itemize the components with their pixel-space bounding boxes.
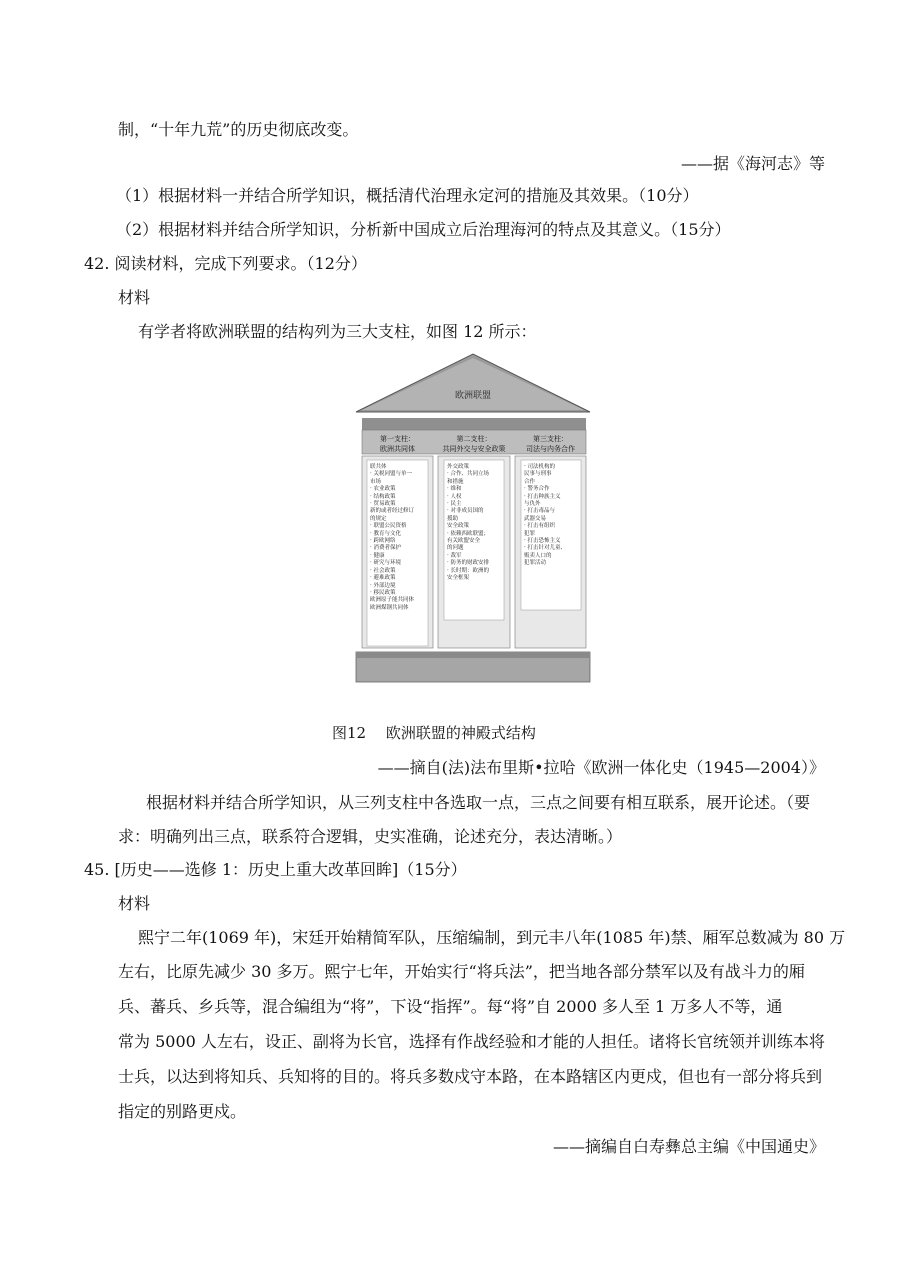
eu-temple-figure (352, 352, 594, 692)
q45-paragraph-line: 常为 5000 人左右，设正、副将为长官，选择有作战经验和才能的人担任。诸将长官统领并训练本将 (118, 1032, 825, 1051)
q42-source: ——摘自(法)法布里斯•拉哈《欧洲一体化史（1945—2004）》 (377, 758, 825, 777)
question-45-title: 45. [历史——选修 1：历史上重大改革回眸]（15分） (84, 860, 467, 879)
q45-paragraph-line: 士兵，以达到将知兵、兵知将的目的。将兵多数戍守本路，在本路辖区内更戍，但也有一部分将兵到 (118, 1067, 823, 1086)
q42-requirement-line-1: 根据材料并结合所学知识，从三列支柱中各选取一点，三点之间要有相互联系，展开论述。（要 (146, 793, 811, 812)
q45-source: ——摘编自白寿彝总主编《中国通史》 (552, 1137, 825, 1156)
q45-paragraph-line: 熙宁二年(1069 年)，宋廷开始精简军队，压缩编制，到元丰八年(1085 年)禁、厢军总数减为 80 万 (138, 928, 846, 947)
pillar-3-text: · 司法机构的 民事与刑事 合作 · 警务合作 · 打击种族主义 与仇外 · 打击毒品与 武器交易 · 打击有组织 犯罪 · 打击恐怖主义 · 打击针对儿童、 贩卖人口的 犯罪活动 (524, 464, 566, 567)
q42-material-label: 材料 (118, 288, 151, 307)
pillar-2-text: 外交政策 · 合作、共同立场 和措施 · 维和 · 人权 · 民主 · 对非成员国的 援助 安全政策 · 依赖西欧联盟； 有关欧盟安全 的问题 · 裁军 · 防务的财政安排 · 长时期：欧洲的 安全框架 (447, 464, 489, 582)
q42-intro: 有学者将欧洲联盟的结构列为三大支柱，如图 12 所示： (138, 322, 537, 341)
q45-paragraph-line: 指定的别路更戍。 (118, 1102, 247, 1121)
question-41-2: （2）根据材料并结合所学知识，分析新中国成立后治理海河的特点及其意义。（15分） (116, 220, 731, 239)
pillar-1-text: 联共体 · 关税同盟与单一 市场 · 农业政策 · 结构政策 · 贸易政策 新的或者经过修订 的规定 · 联盟公民资格 · 教育与文化 · 跨欧网络 · 消费者保护 · 健康 · 研究与环境 · 社会政策 · 避难政策 · 外部边境 · 移民政策 欧洲原子能共同体 欧洲煤钢共同体 (370, 464, 415, 611)
question-41-1: （1）根据材料一并结合所学知识，概括清代治理永定河的措施及其效果。（10分） (116, 186, 699, 205)
pillar-3-head: 第三支柱： 司法与内务合作 (526, 435, 575, 453)
q42-requirement-line-2: 求：明确列出三点，联系符合逻辑，史实准确，论述充分，表达清晰。） (118, 827, 623, 846)
pillar-1-head: 第一支柱： 欧洲共同体 (380, 435, 415, 453)
q45-paragraph-line: 左右，比原先减少 30 多万。熙宁七年，开始实行“将兵法”，把当地各部分禁军以及有战斗力的厢 (118, 962, 805, 981)
pillar-2-head: 第二支柱： 共同外交与安全政策 (442, 435, 506, 453)
q45-material-label: 材料 (118, 894, 151, 913)
intro-source: ——据《海河志》等 (680, 154, 825, 173)
q45-paragraph-line: 兵、蕃兵、乡兵等，混合编组为“将”，下设“指挥”。每“将”自 2000 多人至 1 万多人不等，通 (118, 997, 783, 1016)
roof-label: 欧洲联盟 (454, 391, 491, 401)
question-42-title: 42. 阅读材料，完成下列要求。（12分） (84, 254, 367, 273)
figure-caption: 图12 欧洲联盟的神殿式结构 (332, 724, 536, 742)
intro-line: 制，“十年九荒”的历史彻底改变。 (118, 120, 359, 139)
